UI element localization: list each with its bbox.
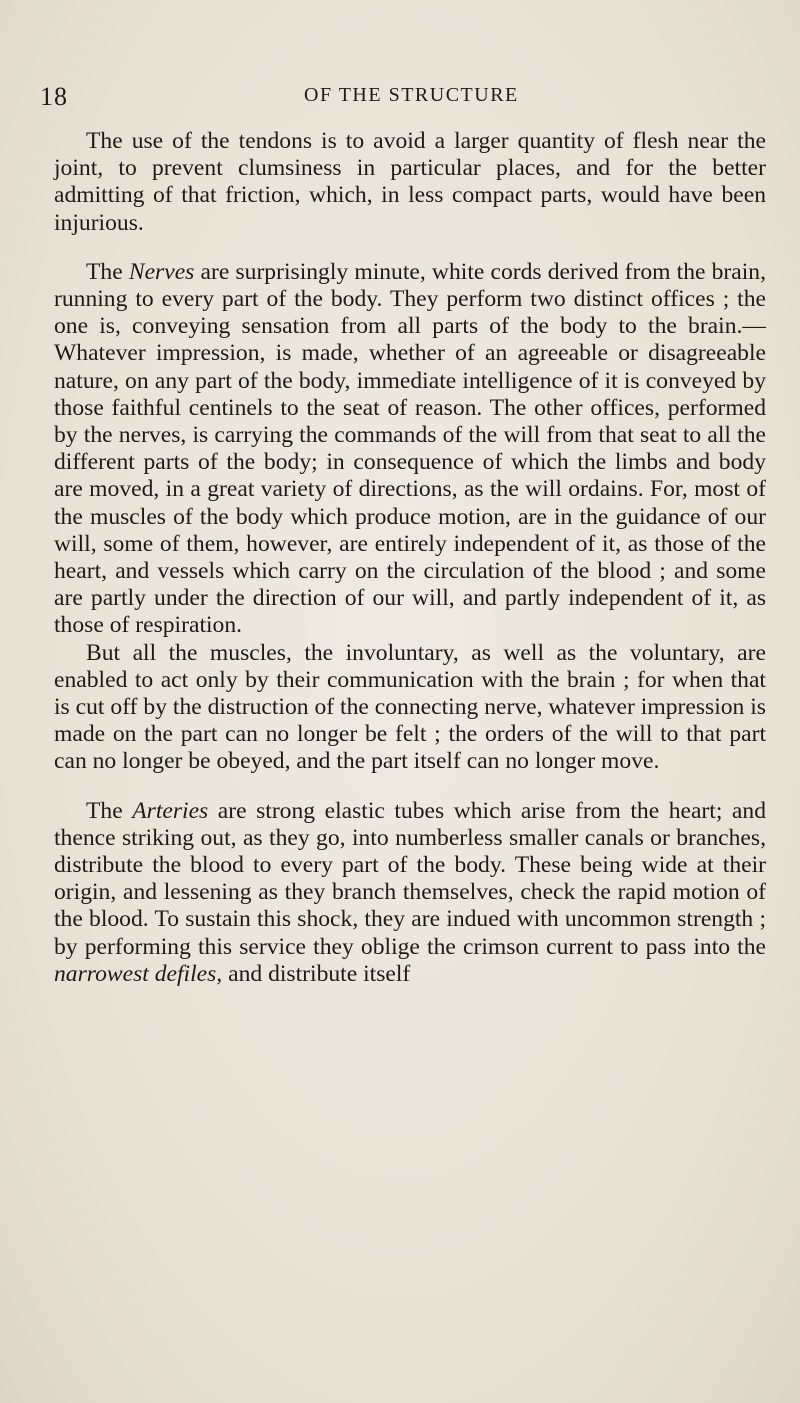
- term-nerves: Nerves: [128, 258, 195, 285]
- paragraph-arteries: [54, 798, 766, 988]
- page-number: 18: [40, 82, 68, 111]
- paragraph-muscles: [54, 640, 766, 776]
- running-title: OF THE STRUCTURE: [304, 84, 519, 106]
- paragraph-prefix: The: [86, 258, 129, 285]
- term-narrowest-defiles: narrowest defiles,: [54, 960, 223, 987]
- paragraph-nerves: [54, 259, 766, 640]
- paragraph-text: are strong elastic tubes which arise from the heart; and thence striking out, as they go, into numberless smaller canals or branches, distribute the blood to every part of the body. These being wide at their origin, and lessening as they branch themselves, check the rapid motion of the blood. To sustain this shock, they are indued with uncommon strength ; by performing this service they oblige the crimson current to pass into the: [54, 797, 766, 960]
- term-arteries: Arteries: [132, 797, 209, 824]
- running-head: [40, 82, 760, 112]
- paragraph-text: The use of the tendons is to avoid a larger quantity of flesh near the joint, to prevent clumsiness in particular places, and for the better admitting of that friction, which, in less compact parts, would have been injurious.: [54, 128, 766, 236]
- paragraph-text-end: and distribute itself: [222, 960, 411, 987]
- paragraph-text: are surprisingly minute, white cords derived from the brain, running to every part of the body. They perform two distinct offices ; the one is, conveying sensation from all parts of the body to the brain.— Whatever impression, is made, whether of an agreeable or disagreeable nature, on any part of the body, immediate intelligence of it is conveyed by those faithful centinels to the seat of reason. The other offices, performed by the nerves, is carrying the commands of the will from that seat to all the different parts of the body; in consequence of which the limbs and body are moved, in a great variety of directions, as the will ordains. For, most of the muscles of the body which produce motion, are in the guidance of our will, some of them, however, are entirely independent of it, as those of the heart, and vessels which carry on the circulation of the blood ; and some are partly under the direction of our will, and partly independent of it, as those of respiration.: [54, 258, 766, 639]
- paragraph-tendons: [54, 128, 766, 237]
- paragraph-prefix: The: [86, 797, 133, 824]
- body-text: [54, 128, 766, 988]
- paragraph-text: But all the muscles, the involuntary, as well as the voluntary, are enabled to act only by their communication with the brain ; for when that is cut off by the distruction of the connecting nerve, whatever impression is made on the part can no longer be felt ; the orders of the will to that part can no longer be obeyed, and the part itself can no longer move.: [54, 639, 766, 775]
